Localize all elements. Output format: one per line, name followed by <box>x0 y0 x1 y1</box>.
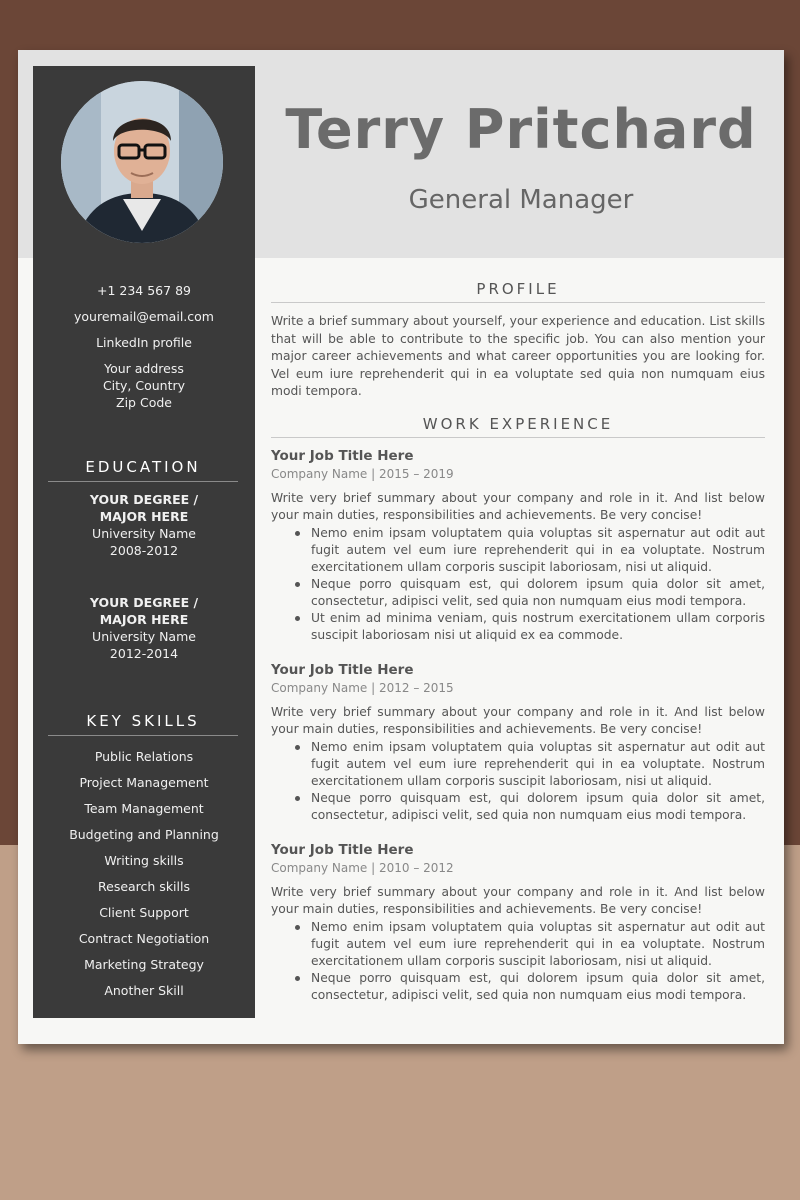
education-entry <box>33 491 255 559</box>
job-entry <box>271 662 765 824</box>
job-entry <box>271 842 765 1004</box>
person-portrait-icon <box>61 81 223 243</box>
sidebar <box>33 66 255 1018</box>
education-years: 2012-2014 <box>109 646 179 661</box>
email[interactable]: youremail@email.com <box>74 309 214 324</box>
major-line: MAJOR HERE <box>99 509 189 524</box>
city-country: City, Country <box>102 378 186 393</box>
candidate-name: Terry Pritchard <box>285 98 757 161</box>
company-dates: Company Name | 2010 – 2012 <box>271 860 454 875</box>
job-summary: Write very brief summary about your company and role in it. And list below your main duties, responsibilities and achievements. Be very concise! <box>271 884 765 916</box>
work-experience-heading: WORK EXPERIENCE <box>271 415 765 438</box>
skill-item: Public Relations <box>94 749 194 764</box>
duty-item: Ut enim ad minima veniam, quis nostrum exercitationem ullam corporis suscipit laboriosam nisi ut aliquid ex ea commode. <box>311 610 765 642</box>
job-summary: Write very brief summary about your company and role in it. And list below your main duties, responsibilities and achievements. Be very concise! <box>271 490 765 522</box>
job-entry <box>271 448 765 644</box>
profile-heading: PROFILE <box>271 280 765 303</box>
job-title: Your Job Title Here <box>271 661 414 678</box>
duty-item: Neque porro quisquam est, qui dolorem ipsum quia dolor sit amet, consectetur, adipisci velit, sed quia non numquam eius modi tempora. <box>311 790 765 822</box>
skill-item: Project Management <box>79 775 209 790</box>
skill-item: Team Management <box>84 801 204 816</box>
duty-item: Neque porro quisquam est, qui dolorem ipsum quia dolor sit amet, consectetur, adipisci velit, sed quia non numquam eius modi tempora. <box>311 970 765 1002</box>
skill-item: Another Skill <box>104 983 184 998</box>
address: Your address <box>104 361 184 376</box>
linkedin-link[interactable]: LinkedIn profile <box>96 335 192 350</box>
job-summary: Write very brief summary about your company and role in it. And list below your main duties, responsibilities and achievements. Be very concise! <box>271 704 765 736</box>
skill-item: Research skills <box>98 879 190 894</box>
skill-item: Budgeting and Planning <box>69 827 219 842</box>
contact-info <box>33 278 255 411</box>
education-heading: EDUCATION <box>48 458 238 482</box>
zip-code: Zip Code <box>116 395 172 410</box>
job-duties <box>271 525 765 644</box>
degree-line: YOUR DEGREE / <box>89 492 199 507</box>
job-duties <box>271 919 765 1004</box>
main-content <box>271 280 765 1004</box>
duty-item: Nemo enim ipsam voluptatem quia voluptas sit aspernatur aut odit aut fugit autem vel eum iure reprehenderit qui in ea voluptate. Nostrum exercitationem ullam corporis suscipit laboriosam, nisi ut aliquid. <box>311 525 765 574</box>
job-title: Your Job Title Here <box>271 841 414 858</box>
education-entry <box>33 594 255 662</box>
duty-item: Nemo enim ipsam voluptatem quia voluptas sit aspernatur aut odit aut fugit autem vel eum iure reprehenderit qui in ea voluptate. Nostrum exercitationem ullam corporis suscipit laboriosam, nisi ut aliquid. <box>311 919 765 968</box>
phone: +1 234 567 89 <box>97 283 191 298</box>
duty-item: Neque porro quisquam est, qui dolorem ipsum quia dolor sit amet, consectetur, adipisci velit, sed quia non numquam eius modi tempora. <box>311 576 765 608</box>
job-duties <box>271 739 765 824</box>
skills-list <box>33 744 255 1004</box>
skill-item: Contract Negotiation <box>78 931 210 946</box>
skill-item: Writing skills <box>104 853 184 868</box>
skills-heading: KEY SKILLS <box>48 712 238 736</box>
candidate-title: General Manager <box>408 185 634 215</box>
university-name: University Name <box>92 526 196 541</box>
major-line: MAJOR HERE <box>99 612 189 627</box>
resume-page <box>18 50 784 1044</box>
job-title: Your Job Title Here <box>271 447 414 464</box>
skill-item: Client Support <box>99 905 189 920</box>
profile-text: Write a brief summary about yourself, your experience and education. List skills that will be able to contribute to the specific job. You can also mention your major career achievements and what career opportunities you are looking for. Vel eum iure reprehenderit qui in ea voluptate sed quia non numquam eius modi tempora. <box>271 314 765 398</box>
university-name: University Name <box>92 629 196 644</box>
education-years: 2008-2012 <box>109 543 179 558</box>
company-dates: Company Name | 2012 – 2015 <box>271 680 454 695</box>
company-dates: Company Name | 2015 – 2019 <box>271 466 454 481</box>
skill-item: Marketing Strategy <box>84 957 204 972</box>
profile-photo <box>61 81 223 243</box>
degree-line: YOUR DEGREE / <box>89 595 199 610</box>
duty-item: Nemo enim ipsam voluptatem quia voluptas sit aspernatur aut odit aut fugit autem vel eum iure reprehenderit qui in ea voluptate. Nostrum exercitationem ullam corporis suscipit laboriosam, nisi ut aliquid. <box>311 739 765 788</box>
